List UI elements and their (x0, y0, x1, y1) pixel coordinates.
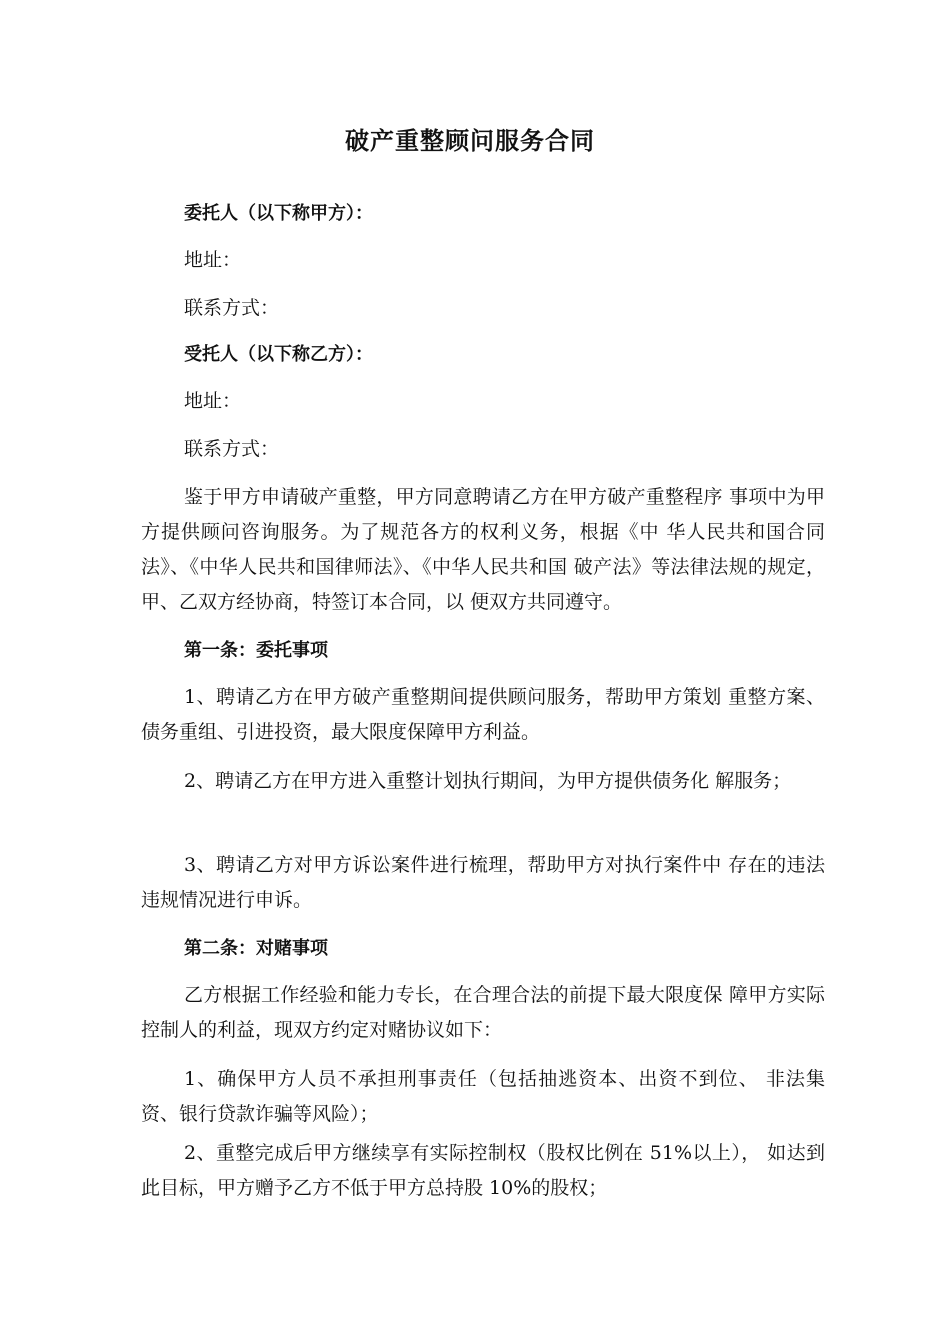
client-address-label: 地址： (184, 249, 242, 271)
agent-contact-label: 联系方式： (184, 438, 280, 460)
agent-address-label: 地址： (184, 390, 242, 412)
article2-intro: 乙方根据工作经验和能力专长，在合理合法的前提下最大限度保 障甲方实际控制人的利益，现双方约定对赌协议如下： (141, 984, 825, 1041)
contract-title: 破产重整顾问服务合同 (345, 127, 595, 155)
preamble-paragraph: 鉴于甲方申请破产重整，甲方同意聘请乙方在甲方破产重整程序 事项中为甲方提供顾问咨询服务。为了规范各方的权利义务，根据《中 华人民共和国合同法》、《中华人民共和国律师法》、《中华人民共和国 破产法》等法律法规的规定，甲、乙双方经协商，特签订本合同，以 便双方共同遵守。 (141, 486, 825, 613)
article1-heading: 第一条：委托事项 (184, 640, 328, 661)
article1-item-3: 3、聘请乙方对甲方诉讼案件进行梳理，帮助甲方对执行案件中 存在的违法违规情况进行申诉。 (141, 854, 825, 911)
client-heading: 委托人（以下称甲方）： (184, 203, 373, 224)
article1-item-2: 2、聘请乙方在甲方进入重整计划执行期间，为甲方提供债务化 解服务； (184, 770, 792, 792)
article2-item-2: 2、重整完成后甲方继续享有实际控制权（股权比例在 51%以上）， 如达到此目标，甲方赠予乙方不低于甲方总持股 10%的股权； (141, 1142, 825, 1199)
agent-heading: 受托人（以下称乙方）： (184, 344, 373, 365)
article2-heading: 第二条：对赌事项 (184, 938, 328, 959)
client-contact-label: 联系方式： (184, 297, 280, 319)
article1-item-1: 1、聘请乙方在甲方破产重整期间提供顾问服务，帮助甲方策划 重整方案、债务重组、引进投资，最大限度保障甲方利益。 (141, 686, 825, 743)
article2-item-1: 1、确保甲方人员不承担刑事责任（包括抽逃资本、出资不到位、 非法集资、银行贷款诈骗等风险）； (141, 1068, 825, 1125)
